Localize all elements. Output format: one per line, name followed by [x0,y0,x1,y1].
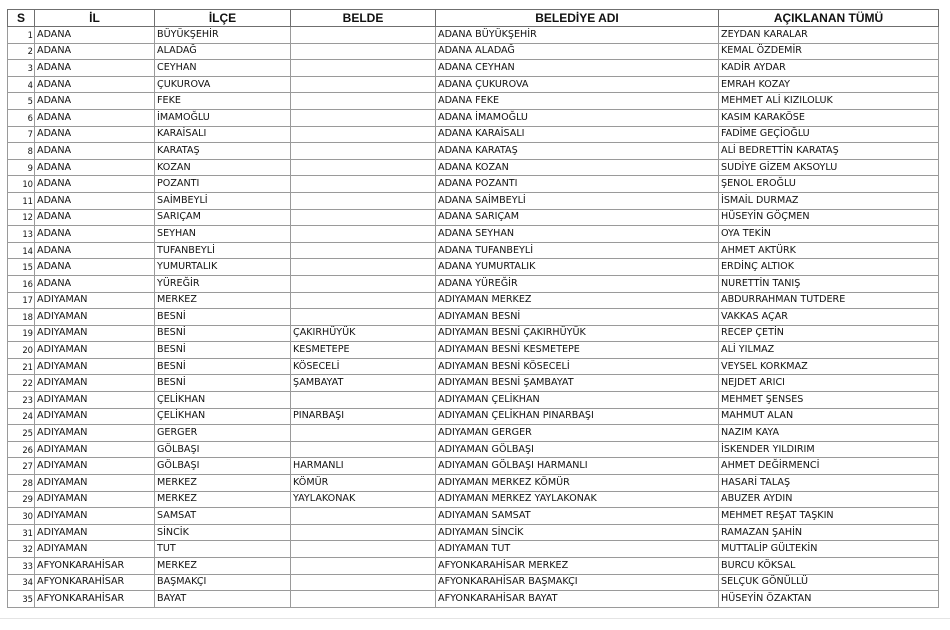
cell-belediye-adi: ADANA POZANTI [436,176,719,193]
cell-s: 25 [8,425,35,442]
cell-il: ADANA [35,126,155,143]
table-row [8,275,939,292]
cell-ilce: İMAMOĞLU [155,109,291,126]
table-row [8,491,939,508]
table-row [8,76,939,93]
cell-s: 5 [8,93,35,110]
cell-aciklanan-tumu: RAMAZAN ŞAHİN [719,524,939,541]
table-row [8,591,939,608]
cell-aciklanan-tumu: AHMET DEĞİRMENCİ [719,458,939,475]
cell-aciklanan-tumu: ERDİNÇ ALTIOK [719,259,939,276]
cell-belediye-adi: ADANA BÜYÜKŞEHİR [436,27,719,44]
cell-il: ADIYAMAN [35,491,155,508]
table-row [8,541,939,558]
table-row [8,358,939,375]
cell-il: ADIYAMAN [35,325,155,342]
cell-s: 24 [8,408,35,425]
table-row [8,126,939,143]
cell-il: ADANA [35,109,155,126]
cell-s: 15 [8,259,35,276]
table-row [8,176,939,193]
cell-s: 31 [8,524,35,541]
cell-belde [291,524,436,541]
cell-il: ADANA [35,76,155,93]
cell-il: ADIYAMAN [35,441,155,458]
cell-s: 28 [8,475,35,492]
cell-belediye-adi: ADIYAMAN TUT [436,541,719,558]
cell-belde [291,558,436,575]
cell-belediye-adi: ADANA TUFANBEYLİ [436,242,719,259]
cell-ilce: BESNİ [155,375,291,392]
cell-belde [291,508,436,525]
cell-belediye-adi: ADANA İMAMOĞLU [436,109,719,126]
cell-s: 23 [8,392,35,409]
cell-aciklanan-tumu: MUTTALİP GÜLTEKİN [719,541,939,558]
cell-belde [291,392,436,409]
cell-belde: KESMETEPE [291,342,436,359]
cell-aciklanan-tumu: İSKENDER YILDIRIM [719,441,939,458]
cell-s: 3 [8,60,35,77]
table-row [8,425,939,442]
cell-belde [291,309,436,326]
cell-s: 32 [8,541,35,558]
header-row [8,10,939,27]
cell-ilce: ÇELİKHAN [155,392,291,409]
cell-s: 35 [8,591,35,608]
cell-ilce: GERGER [155,425,291,442]
table-row [8,392,939,409]
table-row [8,259,939,276]
candidate-table [7,9,939,608]
cell-s: 20 [8,342,35,359]
cell-belediye-adi: ADANA KARAİSALI [436,126,719,143]
cell-aciklanan-tumu: ZEYDAN KARALAR [719,27,939,44]
cell-aciklanan-tumu: ABDURRAHMAN TUTDERE [719,292,939,309]
cell-il: ADANA [35,43,155,60]
cell-il: ADANA [35,176,155,193]
table-row [8,292,939,309]
cell-ilce: SAMSAT [155,508,291,525]
cell-ilce: SAİMBEYLİ [155,192,291,209]
cell-belde: YAYLAKONAK [291,491,436,508]
cell-il: ADANA [35,93,155,110]
cell-belediye-adi: ADIYAMAN GERGER [436,425,719,442]
cell-belediye-adi: ADIYAMAN BESNİ ÇAKIRHÜYÜK [436,325,719,342]
cell-ilce: SİNCİK [155,524,291,541]
cell-il: AFYONKARAHİSAR [35,591,155,608]
cell-s: 14 [8,242,35,259]
header-s: S [8,10,35,27]
cell-aciklanan-tumu: FADİME GEÇİOĞLU [719,126,939,143]
cell-ilce: KARATAŞ [155,143,291,160]
cell-s: 2 [8,43,35,60]
cell-s: 7 [8,126,35,143]
cell-s: 17 [8,292,35,309]
cell-ilce: GÖLBAŞI [155,458,291,475]
table-row [8,508,939,525]
table-row [8,475,939,492]
table-row [8,524,939,541]
table-row [8,242,939,259]
cell-belediye-adi: AFYONKARAHİSAR MERKEZ [436,558,719,575]
cell-ilce: CEYHAN [155,60,291,77]
cell-ilce: MERKEZ [155,292,291,309]
cell-s: 21 [8,358,35,375]
cell-ilce: YUMURTALIK [155,259,291,276]
table-row [8,342,939,359]
cell-aciklanan-tumu: RECEP ÇETİN [719,325,939,342]
cell-belde: KÖMÜR [291,475,436,492]
cell-il: ADANA [35,259,155,276]
cell-belediye-adi: ADIYAMAN GÖLBAŞI HARMANLI [436,458,719,475]
cell-ilce: BESNİ [155,342,291,359]
cell-belde [291,275,436,292]
cell-il: ADANA [35,60,155,77]
table-row [8,375,939,392]
cell-belediye-adi: ADIYAMAN SAMSAT [436,508,719,525]
cell-aciklanan-tumu: SUDİYE GİZEM AKSOYLU [719,159,939,176]
header-aciklanan-tumu: AÇIKLANAN TÜMÜ [719,10,939,27]
table-row [8,93,939,110]
cell-belediye-adi: ADANA ALADAĞ [436,43,719,60]
cell-ilce: GÖLBAŞI [155,441,291,458]
cell-belediye-adi: ADIYAMAN ÇELİKHAN PINARBAŞI [436,408,719,425]
cell-s: 16 [8,275,35,292]
cell-belediye-adi: ADANA YUMURTALIK [436,259,719,276]
cell-s: 26 [8,441,35,458]
cell-belde [291,259,436,276]
cell-belediye-adi: ADIYAMAN BESNİ [436,309,719,326]
header-belde: BELDE [291,10,436,27]
cell-belde [291,143,436,160]
cell-s: 30 [8,508,35,525]
cell-belediye-adi: ADIYAMAN BESNİ KESMETEPE [436,342,719,359]
cell-belediye-adi: ADANA YÜREĞİR [436,275,719,292]
cell-ilce: BESNİ [155,325,291,342]
cell-s: 27 [8,458,35,475]
cell-ilce: ÇUKUROVA [155,76,291,93]
cell-il: ADIYAMAN [35,358,155,375]
cell-belde [291,126,436,143]
cell-il: ADANA [35,226,155,243]
cell-s: 29 [8,491,35,508]
cell-aciklanan-tumu: HÜSEYİN ÖZAKTAN [719,591,939,608]
cell-aciklanan-tumu: BURCU KÖKSAL [719,558,939,575]
table-row [8,159,939,176]
table-row [8,558,939,575]
cell-belediye-adi: ADIYAMAN BESNİ ŞAMBAYAT [436,375,719,392]
cell-ilce: MERKEZ [155,558,291,575]
cell-aciklanan-tumu: HÜSEYİN GÖÇMEN [719,209,939,226]
cell-il: AFYONKARAHİSAR [35,558,155,575]
cell-belde [291,43,436,60]
cell-il: ADANA [35,143,155,160]
table-row [8,226,939,243]
cell-belde [291,226,436,243]
table-row [8,143,939,160]
cell-aciklanan-tumu: NEJDET ARICI [719,375,939,392]
cell-s: 1 [8,27,35,44]
cell-s: 33 [8,558,35,575]
cell-il: ADIYAMAN [35,375,155,392]
cell-ilce: SARIÇAM [155,209,291,226]
cell-ilce: FEKE [155,93,291,110]
cell-belde [291,109,436,126]
cell-aciklanan-tumu: VEYSEL KORKMAZ [719,358,939,375]
cell-ilce: BESNİ [155,358,291,375]
cell-il: ADANA [35,275,155,292]
cell-belediye-adi: ADANA SEYHAN [436,226,719,243]
cell-aciklanan-tumu: AHMET AKTÜRK [719,242,939,259]
page-bottom-divider [0,618,950,619]
cell-belde [291,591,436,608]
header-ilce: İLÇE [155,10,291,27]
cell-aciklanan-tumu: HASARİ TALAŞ [719,475,939,492]
cell-ilce: KOZAN [155,159,291,176]
cell-belde: HARMANLI [291,458,436,475]
cell-aciklanan-tumu: NURETTİN TANIŞ [719,275,939,292]
cell-belde [291,541,436,558]
cell-aciklanan-tumu: ŞENOL EROĞLU [719,176,939,193]
cell-ilce: SEYHAN [155,226,291,243]
table-row [8,574,939,591]
cell-aciklanan-tumu: MAHMUT ALAN [719,408,939,425]
cell-il: ADANA [35,209,155,226]
cell-s: 4 [8,76,35,93]
cell-belediye-adi: ADIYAMAN BESNİ KÖSECELİ [436,358,719,375]
table-row [8,408,939,425]
cell-il: ADANA [35,27,155,44]
cell-aciklanan-tumu: ABUZER AYDIN [719,491,939,508]
table-row [8,441,939,458]
cell-il: ADIYAMAN [35,508,155,525]
table-row [8,209,939,226]
header-il: İL [35,10,155,27]
table-row [8,458,939,475]
cell-belde [291,192,436,209]
table-row [8,325,939,342]
cell-belde [291,574,436,591]
cell-belediye-adi: AFYONKARAHİSAR BAYAT [436,591,719,608]
cell-s: 11 [8,192,35,209]
cell-belde: ŞAMBAYAT [291,375,436,392]
cell-belde [291,209,436,226]
cell-s: 13 [8,226,35,243]
cell-ilce: BÜYÜKŞEHİR [155,27,291,44]
table-row [8,109,939,126]
cell-ilce: KARAİSALI [155,126,291,143]
table-row [8,60,939,77]
cell-ilce: MERKEZ [155,491,291,508]
cell-belediye-adi: ADIYAMAN MERKEZ YAYLAKONAK [436,491,719,508]
cell-il: ADIYAMAN [35,425,155,442]
cell-ilce: YÜREĞİR [155,275,291,292]
cell-belediye-adi: ADANA ÇUKUROVA [436,76,719,93]
cell-il: ADANA [35,159,155,176]
cell-il: AFYONKARAHİSAR [35,574,155,591]
cell-ilce: BAYAT [155,591,291,608]
cell-belde [291,76,436,93]
cell-belde: PINARBAŞI [291,408,436,425]
cell-aciklanan-tumu: EMRAH KOZAY [719,76,939,93]
cell-belde [291,242,436,259]
cell-il: ADIYAMAN [35,342,155,359]
cell-belde [291,441,436,458]
cell-belde [291,27,436,44]
cell-s: 19 [8,325,35,342]
cell-belediye-adi: ADIYAMAN ÇELİKHAN [436,392,719,409]
cell-belediye-adi: ADANA KOZAN [436,159,719,176]
cell-aciklanan-tumu: KEMAL ÖZDEMİR [719,43,939,60]
cell-belediye-adi: ADANA SAİMBEYLİ [436,192,719,209]
cell-belediye-adi: ADIYAMAN GÖLBAŞI [436,441,719,458]
cell-belediye-adi: ADANA FEKE [436,93,719,110]
cell-aciklanan-tumu: MEHMET ALİ KIZILOLUK [719,93,939,110]
cell-belediye-adi: AFYONKARAHİSAR BAŞMAKÇI [436,574,719,591]
cell-il: ADIYAMAN [35,408,155,425]
cell-belediye-adi: ADANA CEYHAN [436,60,719,77]
cell-belde: ÇAKIRHÜYÜK [291,325,436,342]
cell-aciklanan-tumu: ALİ BEDRETTİN KARATAŞ [719,143,939,160]
cell-il: ADIYAMAN [35,458,155,475]
cell-s: 34 [8,574,35,591]
cell-belde [291,159,436,176]
cell-belde [291,176,436,193]
cell-ilce: TUFANBEYLİ [155,242,291,259]
cell-s: 18 [8,309,35,326]
cell-s: 8 [8,143,35,160]
cell-belediye-adi: ADANA KARATAŞ [436,143,719,160]
cell-belde: KÖSECELİ [291,358,436,375]
cell-aciklanan-tumu: VAKKAS AÇAR [719,309,939,326]
cell-ilce: TUT [155,541,291,558]
cell-aciklanan-tumu: MEHMET REŞAT TAŞKIN [719,508,939,525]
cell-s: 6 [8,109,35,126]
table-row [8,192,939,209]
cell-il: ADIYAMAN [35,392,155,409]
cell-belediye-adi: ADANA SARIÇAM [436,209,719,226]
cell-il: ADIYAMAN [35,309,155,326]
cell-ilce: BAŞMAKÇI [155,574,291,591]
table-row [8,43,939,60]
cell-il: ADIYAMAN [35,541,155,558]
cell-aciklanan-tumu: NAZIM KAYA [719,425,939,442]
cell-belde [291,93,436,110]
cell-belediye-adi: ADIYAMAN MERKEZ KÖMÜR [436,475,719,492]
cell-aciklanan-tumu: KASIM KARAKÖSE [719,109,939,126]
cell-aciklanan-tumu: MEHMET ŞENSES [719,392,939,409]
cell-belde [291,425,436,442]
table-row [8,309,939,326]
cell-belde [291,292,436,309]
cell-ilce: ALADAĞ [155,43,291,60]
cell-il: ADANA [35,242,155,259]
cell-ilce: BESNİ [155,309,291,326]
cell-ilce: ÇELİKHAN [155,408,291,425]
cell-belediye-adi: ADIYAMAN MERKEZ [436,292,719,309]
cell-il: ADIYAMAN [35,292,155,309]
cell-s: 9 [8,159,35,176]
header-belediye-adi: BELEDİYE ADI [436,10,719,27]
table-row [8,27,939,44]
cell-s: 22 [8,375,35,392]
cell-belde [291,60,436,77]
table-body [8,27,939,608]
cell-aciklanan-tumu: ALİ YILMAZ [719,342,939,359]
cell-ilce: POZANTI [155,176,291,193]
cell-il: ADIYAMAN [35,475,155,492]
cell-aciklanan-tumu: İSMAİL DURMAZ [719,192,939,209]
cell-belediye-adi: ADIYAMAN SİNCİK [436,524,719,541]
cell-s: 12 [8,209,35,226]
cell-s: 10 [8,176,35,193]
cell-aciklanan-tumu: SELÇUK GÖNÜLLÜ [719,574,939,591]
cell-aciklanan-tumu: KADİR AYDAR [719,60,939,77]
cell-ilce: MERKEZ [155,475,291,492]
cell-aciklanan-tumu: OYA TEKİN [719,226,939,243]
cell-il: ADANA [35,192,155,209]
cell-il: ADIYAMAN [35,524,155,541]
